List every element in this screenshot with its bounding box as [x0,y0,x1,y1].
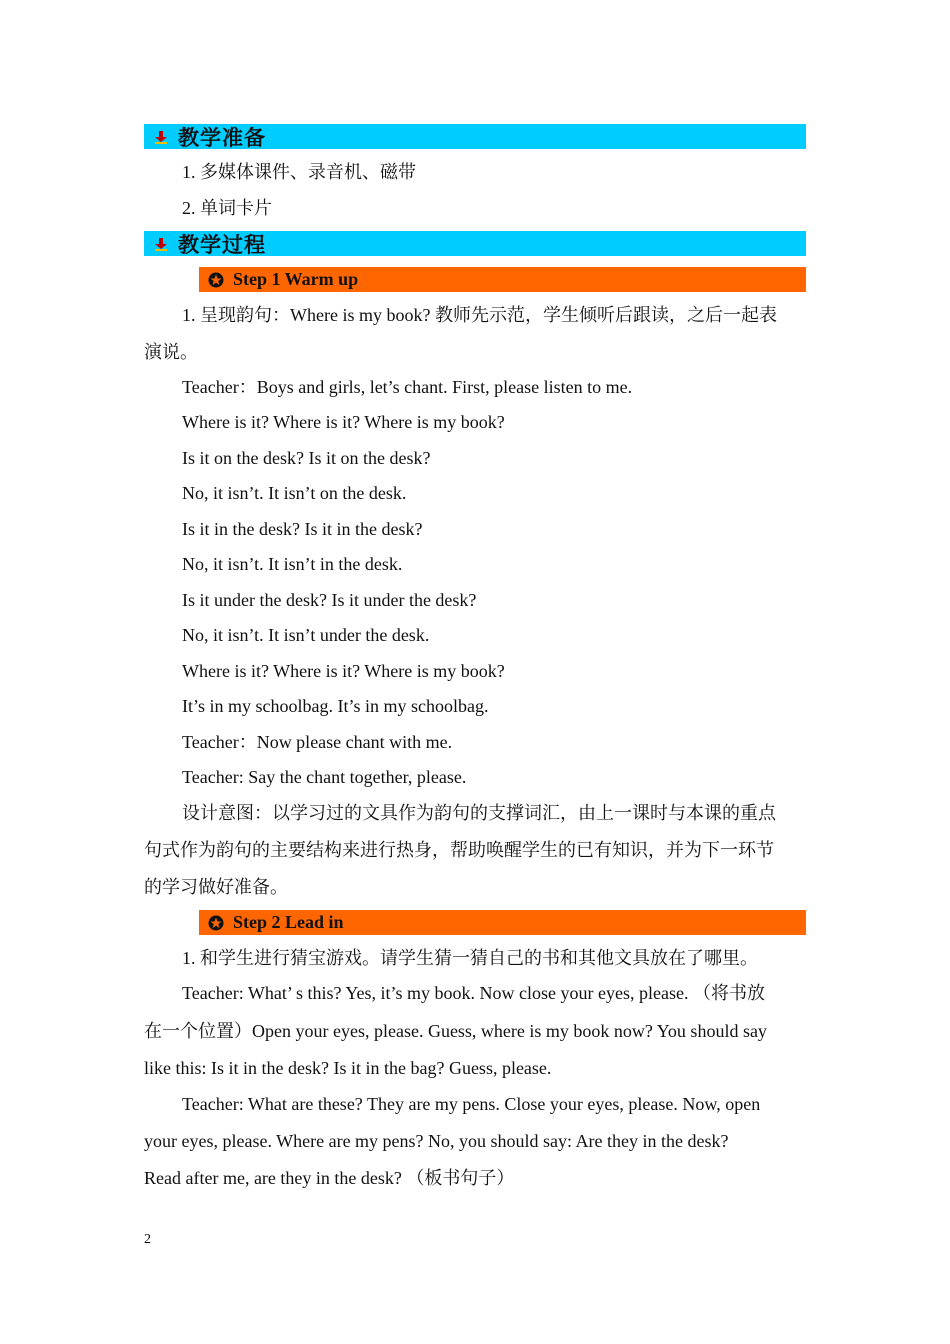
text-line: Teacher: What’ s this? Yes, it’s my book. Now close your eyes, please. （将书放 [182,983,765,1003]
text-line: Is it on the desk? Is it on the desk? [182,448,431,468]
text-line: 的学习做好准备。 [144,877,288,897]
down-arrow-icon [144,124,178,149]
text-line: Is it in the desk? Is it in the desk? [182,519,423,539]
section-title: 教学过程 [178,232,266,257]
star-icon [199,267,233,292]
text-line: 1. 和学生进行猜宝游戏。请学生猜一猜自己的书和其他文具放在了哪里。 [182,948,758,968]
section-title: 教学准备 [178,125,266,150]
step-header-1 [199,267,806,292]
section-header-process [144,231,806,256]
text-line: 演说。 [144,342,198,362]
text-line: 设计意图：以学习过的文具作为韵句的支撑词汇，由上一课时与本课的重点 [182,803,776,823]
text-line: Teacher: Say the chant together, please. [182,767,467,787]
text-line: No, it isn’t. It isn’t in the desk. [182,554,403,574]
text-line: 在一个位置）Open your eyes, please. Guess, where is my book now? You should say [144,1021,767,1041]
down-arrow-icon [144,231,178,256]
step-title: Step 2 Lead in [233,912,344,932]
prep-item: 2. 单词卡片 [182,198,272,218]
text-line: like this: Is it in the desk? Is it in the bag? Guess, please. [144,1058,552,1078]
text-line: 句式作为韵句的主要结构来进行热身，帮助唤醒学生的已有知识，并为下一环节 [144,840,774,860]
step-title: Step 1 Warm up [233,269,359,289]
text-line: Read after me, are they in the desk? （板书句子） [144,1168,515,1188]
star-icon [199,910,233,935]
text-line: Teacher：Boys and girls, let’s chant. First, please listen to me. [182,377,633,397]
text-line: Teacher: What are these? They are my pens. Close your eyes, please. Now, open [182,1094,761,1114]
text-line: It’s in my schoolbag. It’s in my schoolbag. [182,696,489,716]
text-line: No, it isn’t. It isn’t on the desk. [182,483,407,503]
text-line: Teacher：Now please chant with me. [182,732,453,752]
section-header-prep [144,124,806,149]
page-number: 2 [144,1232,151,1247]
text-line: Where is it? Where is it? Where is my book? [182,661,505,681]
text-line: your eyes, please. Where are my pens? No, you should say: Are they in the desk? [144,1131,729,1151]
text-line: 1. 呈现韵句：Where is my book? 教师先示范，学生倾听后跟读，之后一起表 [182,305,777,325]
text-line: Is it under the desk? Is it under the desk? [182,590,477,610]
text-line: Where is it? Where is it? Where is my book? [182,412,505,432]
prep-item: 1. 多媒体课件、录音机、磁带 [182,162,416,182]
step-header-2 [199,910,806,935]
text-line: No, it isn’t. It isn’t under the desk. [182,625,430,645]
